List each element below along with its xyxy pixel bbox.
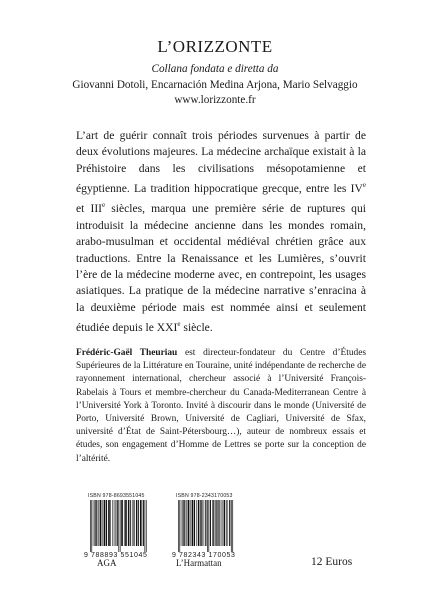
barcode-bar (104, 500, 106, 546)
barcode-bar (232, 500, 233, 552)
barcode-bar (112, 500, 113, 546)
barcode-bar (96, 500, 97, 546)
barcode-bar (110, 500, 111, 546)
barcode-bar (120, 500, 121, 552)
barcode-bar (201, 500, 202, 546)
barcode-bar (213, 500, 214, 546)
author-bio (76, 347, 366, 466)
barcode-bar (198, 500, 199, 546)
barcode-bar (100, 500, 102, 546)
barcode-bar (91, 500, 92, 552)
author-name: Frédéric-Gaël Theuriau (76, 348, 178, 358)
barcode-bar (228, 500, 229, 546)
summary-text-2: et III (76, 202, 103, 216)
summary-text-3: siècles, marqua une première série de ruptures qui introduisit la médecine ancienne dans les mondes romain, arabo-musulman et occidental médiéval chrétien grâce aux traductions. Entre la Renaissance et les Lumières, s’ouvrit l’ère de la médecine moderne avec, en contrepoint, les usages asiatiques. La pratique de la médecine narrative s’enracina à la deuxième période mais est nommée ainsi et seulement étudiée depuis le XXI (76, 202, 366, 335)
barcode-bar (140, 500, 142, 546)
barcode-bar (205, 500, 206, 546)
barcode-bar (146, 500, 147, 552)
barcode-bar (90, 500, 91, 552)
barcode-bar (94, 500, 95, 546)
barcode-bar (226, 500, 227, 546)
series-title: L’ORIZZONTE (157, 37, 273, 56)
barcode-bar (134, 500, 135, 546)
barcode-bar (207, 500, 208, 552)
barcode-bar (178, 500, 179, 552)
barcode-bar (182, 500, 183, 546)
barcode-bar (143, 500, 144, 546)
barcode-bar (125, 500, 127, 546)
barcode-bar (138, 500, 139, 546)
barcode-bar (217, 500, 218, 546)
barcode-bar (128, 500, 129, 546)
barcode-bar (132, 500, 133, 546)
barcode-bar (179, 500, 180, 552)
barcode-bar (229, 500, 230, 546)
price: 12 Euros (311, 556, 353, 568)
barcode-bars (172, 500, 252, 552)
barcode-bar (130, 500, 131, 546)
barcode-bar (93, 500, 94, 546)
barcode-bar (200, 500, 201, 546)
publisher-aga: AGA (97, 558, 117, 568)
barcode-bar (231, 500, 232, 552)
barcode-bar (215, 500, 216, 546)
barcode-bar (102, 500, 103, 546)
barcode-bar (224, 500, 226, 546)
isbn-label: ISBN 978-2343170053 (176, 493, 233, 499)
barcode-bar (190, 500, 191, 546)
barcode-bar (196, 500, 197, 546)
barcode-bar (208, 500, 209, 552)
barcode-bar (106, 500, 107, 546)
barcode-bar (222, 500, 223, 546)
barcode-bar (204, 500, 205, 546)
barcode-bar (118, 500, 119, 552)
barcode-bar (210, 500, 211, 546)
summary-text-4: siècle. (180, 321, 213, 335)
barcode-bar (115, 500, 116, 546)
barcode-aga (84, 492, 164, 559)
book-summary (76, 128, 366, 336)
barcode-bar (98, 500, 99, 546)
publisher-harmattan: L’Harmattan (176, 558, 222, 568)
barcode-bar (121, 500, 123, 546)
barcode-bar (192, 500, 194, 546)
summary-text-1: L’art de guérir connaît trois périodes survenues à partir de deux évolutions majeures. La médecine archaïque existait à la Préhistoire dans les civilisations mésopotamienne et égyptienne. La tradition hippocratique grecque, entre les IV (76, 129, 366, 196)
series-editors: Giovanni Dotoli, Encarnación Medina Arjona, Mario Selvaggio (72, 78, 358, 91)
barcode-bars (84, 500, 164, 552)
summary-sup-3: e (177, 320, 181, 329)
barcode-bar (114, 500, 115, 546)
summary-sup-1: e (362, 181, 366, 190)
barcode-bar (186, 500, 187, 546)
barcode-bar (212, 500, 213, 546)
series-website: www.lorizzonte.fr (174, 94, 256, 107)
barcode-bar (145, 500, 146, 552)
barcode-bar (136, 500, 137, 546)
barcode-harmattan (172, 492, 252, 559)
barcode-bar (194, 500, 195, 546)
barcode-digits: 9 788893 551045 (84, 552, 148, 559)
barcode-bar (108, 500, 110, 546)
barcode-bar (181, 500, 182, 546)
isbn-label: ISBN 978-8693551045 (88, 493, 145, 499)
summary-sup-2: e (102, 201, 106, 210)
author-bio-text: est directeur-fondateur du Centre d’Études Supérieures de la Littérature en Touraine, unité indépendante de recherche de rayonnement international, chercheur associé à l’Université François-Rabelais à Tours et membre-chercheur du Canada-Mediterranean Centre à l’Université York à Toronto. Invité à discourir dans le monde (Université de Porto, Université Brown, Université de Cagliari, Université de Sfax, université d’État de Saint-Pétersbourg…), auteur de nombreux essais et études, son engagement d’Homme de Lettres se porte sur la conception de l’altérité. (76, 348, 366, 464)
barcode-bar (124, 500, 125, 546)
series-credits (0, 62, 430, 109)
barcode-digits: 9 782343 170053 (172, 552, 236, 559)
barcode-bar (188, 500, 190, 546)
barcode-bar (117, 500, 118, 546)
barcode-bar (221, 500, 222, 546)
series-subtitle: Collana fondata e diretta da (151, 63, 279, 75)
barcode-bar (133, 500, 134, 546)
barcode-bar (218, 500, 219, 546)
barcode-bar (184, 500, 185, 546)
